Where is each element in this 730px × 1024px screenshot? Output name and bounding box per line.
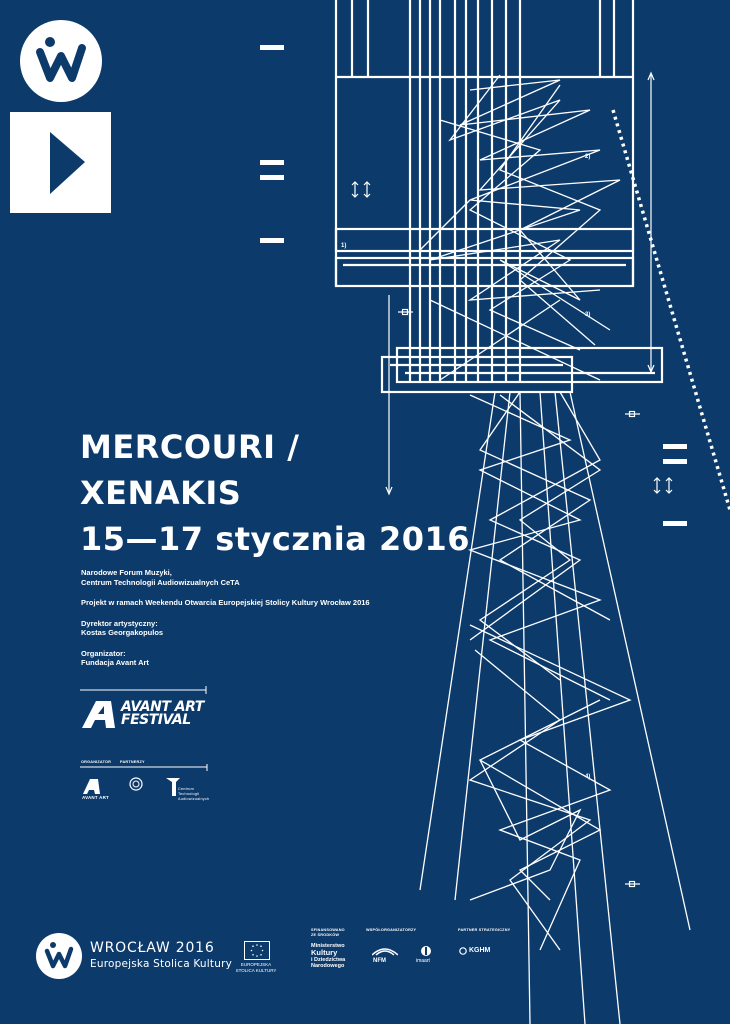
- play-icon: [10, 112, 111, 213]
- director-name: Kostas Georgakopulos: [81, 628, 164, 637]
- ceta-text: Centrum Technologii Audiowizualnych: [178, 787, 210, 801]
- sponsor-heading: SFINANSOWANO ZE ŚRODKÓW: [311, 928, 345, 937]
- organizer-label: Organizator:: [81, 648, 126, 658]
- organizer-name: Fundacja Avant Art: [81, 658, 149, 667]
- wroclaw-city: WROCŁAW 2016: [90, 940, 215, 956]
- festival-line-2: FESTIVAL: [121, 712, 191, 728]
- event-info: [81, 568, 411, 679]
- ministry-logo: [311, 943, 345, 969]
- wroclaw-subtitle: Europejska Stolica Kultury: [90, 958, 233, 970]
- footer-wroclaw-logo: [36, 933, 82, 979]
- festival-name: [121, 701, 204, 727]
- partners-heading: PARTNERZY: [120, 760, 145, 764]
- coorganizers-heading: WSPÓŁORGANIZATORZY: [366, 928, 417, 932]
- ministry-line-3: i Dziedzictwa: [311, 957, 346, 963]
- wroclaw-2016-text: [90, 939, 232, 971]
- nfm-logo-icon: [372, 943, 398, 957]
- venue-line-1: Narodowe Forum Muzyki,: [81, 568, 172, 577]
- kghm-text: KGHM: [469, 947, 491, 954]
- kghm-logo-icon: [459, 947, 467, 955]
- event-dates: 15—17 stycznia 2016: [80, 520, 471, 558]
- eu-flag-icon: [244, 941, 270, 960]
- diagram-label-1: 1): [341, 243, 347, 249]
- organizer-heading: ORGANIZATOR: [81, 760, 112, 764]
- title-line-1: MERCOURI /: [80, 428, 300, 466]
- partner-heading: PARTNER STRATEGICZNY: [458, 928, 511, 932]
- ministry-line-4: Narodowego: [311, 963, 345, 969]
- nfm-text: NFM: [373, 958, 386, 964]
- event-title: [80, 424, 470, 562]
- imaart-logo-icon: [420, 945, 432, 957]
- venue-line-2: Centrum Technologii Audiowizualnych CeTA: [81, 577, 240, 587]
- ministry-line-1: Ministerstwo: [311, 943, 345, 949]
- diagram-label-3: 3): [585, 312, 591, 318]
- diagram-label-4: 4): [585, 774, 591, 780]
- festival-line-1: AVANT ART: [121, 699, 204, 715]
- small-avant-art-text: AVANT ART: [82, 795, 109, 800]
- eu-capital-text: EUROPEJSKA STOLICA KULTURY: [235, 962, 277, 973]
- wroclaw-logo: [20, 20, 102, 102]
- director-label: Dyrektor artystyczny:: [81, 618, 158, 628]
- diagram-label-2: 2): [585, 154, 591, 160]
- title-line-2: XENAKIS: [80, 474, 242, 512]
- project-text: Projekt w ramach Weekendu Otwarcia Europejskiej Stolicy Kultury Wrocław 2016: [81, 598, 370, 607]
- ministry-line-2: Kultury: [311, 948, 338, 957]
- imaart-text: imaart: [416, 958, 430, 964]
